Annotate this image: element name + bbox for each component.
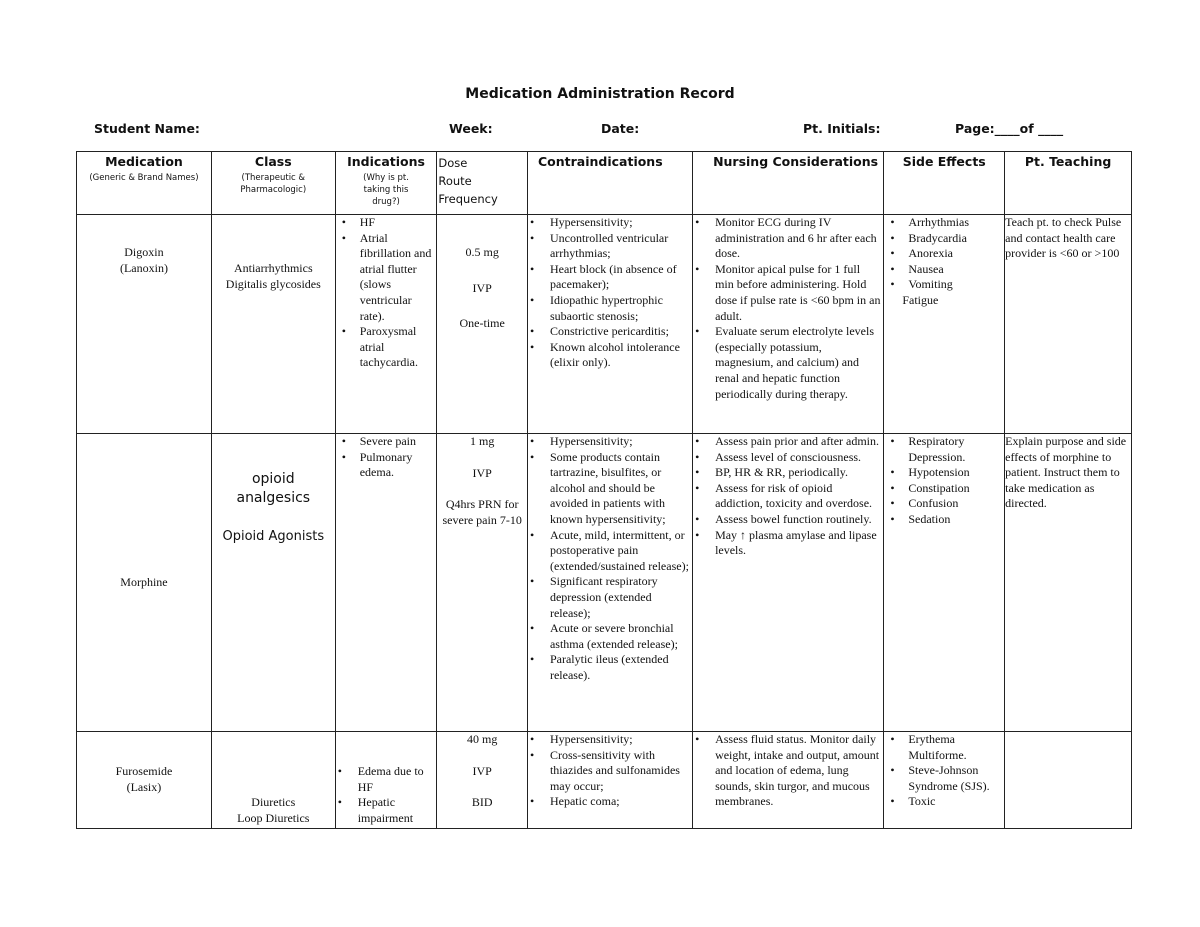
frequency-value: Q4hrs PRN for severe pain 7-10 [442,497,522,527]
list-item: • Uncontrolled ventricular arrhythmias; [528,231,692,262]
class-therapeutic: opioid analgesics [236,471,311,506]
class-pharmacologic: Digitalis glycosides [225,276,321,291]
list-item: • Sedation [884,512,1004,528]
list-item: • Severe pain [336,434,435,450]
week-label: Week: [449,121,493,136]
list-item: • Monitor apical pulse for 1 full min before administering. Hold dose if pulse rate is <60 bpm in an adult. [693,262,881,324]
list-item: • Assess bowel function routinely. [693,512,881,528]
col-medication [77,152,212,215]
class-therapeutic: Diuretics [251,795,296,809]
col-teaching-title: Pt. Teaching [1024,154,1112,169]
list-item: • Known alcohol intolerance (elixir only). [528,340,692,371]
list-item: • Constipation [884,481,1004,497]
list-item: • Hypotension [884,465,1004,481]
list-item: • Paralytic ileus (extended release). [528,652,692,683]
col-class-sub: (Therapeutic & Pharmacologic) [240,173,307,195]
indications-cell [335,215,437,434]
student-name-label: Student Name: [94,121,200,136]
class-cell [211,732,335,829]
indications-cell [335,434,437,732]
route-value: IVP [472,465,492,480]
col-side-effects [884,152,1005,215]
list-item: • Cross-sensitivity with thiazides and sulfonamides may occur; [528,748,692,795]
class-cell [211,434,335,732]
teaching-text: Teach pt. to check Pulse and contact health care provider is <60 or >100 [1005,215,1122,261]
table-row [77,732,1132,829]
frequency-value: One-time [459,316,505,331]
teaching-cell [1005,732,1132,829]
col-side-effects-title: Side Effects [902,154,986,169]
nursing-cell [693,434,884,732]
dose-cell [437,732,528,829]
dose-value: 0.5 mg [465,245,499,259]
list-item: • Monitor ECG during IV administration and 6 hr after each dose. [693,215,881,262]
indications-cell [335,732,437,829]
table-header-row [77,152,1132,215]
list-item: • Bradycardia [884,231,1004,247]
medication-brand: (Lanoxin) [119,260,168,275]
route-value: IVP [472,280,492,295]
list-item: • Some products contain tartrazine, bisulfites, or alcohol and should be avoided in patients with known hypersensitivity; [528,450,692,528]
list-item: • Atrial fibrillation and atrial flutter (slows ventricular rate). [336,231,435,325]
list-item: • Significant respiratory depression (extended release); [528,574,692,621]
list-item: • HF [336,215,435,231]
teaching-cell [1005,215,1132,434]
contraindications-cell [527,215,692,434]
medication-cell [77,732,212,829]
list-item: • Paroxysmal atrial tachycardia. [336,324,435,371]
table-row [77,215,1132,434]
list-item: • Assess for risk of opioid addiction, toxicity and overdose. [693,481,881,512]
list-item: • Vomiting [884,277,1004,293]
contraindications-cell [527,732,692,829]
list-item: • Assess level of consciousness. [693,450,881,466]
class-pharmacologic: Loop Diuretics [237,810,310,825]
col-medication-title: Medication [105,154,183,169]
list-item: • Respiratory Depression. [884,434,1004,465]
col-teaching [1005,152,1132,215]
side-effects-cell [884,732,1005,829]
medication-brand: (Lasix) [126,779,162,794]
table-row [77,434,1132,732]
teaching-text: Explain purpose and side effects of morphine to patient. Instruct them to take medication as directed. [1005,434,1127,511]
list-item: • Idiopathic hypertrophic subaortic stenosis; [528,293,692,324]
list-item: • Hypersensitivity; [528,215,692,231]
list-item: • Pulmonary edema. [336,450,435,481]
col-nursing-title: Nursing Considerations [713,154,879,169]
dose-cell [437,215,528,434]
list-item: • BP, HR & RR, periodically. [693,465,881,481]
pt-initials-label: Pt. Initials: [803,121,881,136]
date-label: Date: [601,121,640,136]
col-class-title: Class [254,154,292,169]
contraindications-cell [527,434,692,732]
col-route-title: Route [438,174,472,188]
list-item: • Edema due to HF [336,764,437,795]
class-therapeutic: Antiarrhythmics [233,261,313,275]
page-count-label: Page:____of ____ [955,121,1064,136]
page-title: Medication Administration Record [465,86,735,102]
class-pharmacologic: Opioid Agonists [222,529,325,544]
list-item: • Hepatic impairment [336,795,437,826]
list-item: • Acute or severe bronchial asthma (extended release); [528,621,692,652]
medication-cell [77,215,212,434]
col-nursing [693,152,884,215]
list-item: • Toxic [884,794,1004,810]
col-indications [335,152,437,215]
side-effects-cell [884,434,1005,732]
dose-value: 40 mg [467,732,498,746]
medication-table [76,151,1132,829]
list-item: • Hypersensitivity; [528,732,692,748]
route-value: IVP [472,763,492,778]
list-item: • Anorexia [884,246,1004,262]
col-indications-title: Indications [347,154,425,169]
list-item: • Acute, mild, intermittent, or postoperative pain (extended/sustained release); [528,528,692,575]
list-item: • May ↑ plasma amylase and lipase levels. [693,528,881,559]
col-indications-sub: (Why is pt. taking this drug?) [363,173,409,207]
col-medication-sub: (Generic & Brand Names) [89,173,199,183]
list-item: • Constrictive pericarditis; [528,324,692,340]
dose-cell [437,434,528,732]
side-effect-extra: Fatigue [902,292,939,307]
frequency-value: BID [471,795,493,810]
medication-generic: Furosemide [115,764,173,778]
col-frequency-title: Frequency [438,192,498,206]
col-dose-route-frequency [437,152,528,215]
nursing-cell [693,732,884,829]
col-class [211,152,335,215]
list-item: • Steve-Johnson Syndrome (SJS). [884,763,1004,794]
nursing-cell [693,215,884,434]
teaching-cell [1005,434,1132,732]
list-item: • Evaluate serum electrolyte levels (especially potassium, magnesium, and calcium) and renal and hepatic function periodically during therapy. [693,324,881,402]
list-item: • Heart block (in absence of pacemaker); [528,262,692,293]
list-item: • Nausea [884,262,1004,278]
col-contraindications-title: Contraindications [537,154,663,169]
medication-generic: Digoxin [124,245,164,259]
list-item: • Arrhythmias [884,215,1004,231]
dose-value: 1 mg [470,434,495,448]
class-cell [211,215,335,434]
col-dose-title: Dose [438,156,468,170]
list-item: • Assess pain prior and after admin. [693,434,881,450]
list-item: • Erythema Multiforme. [884,732,1004,763]
side-effects-cell [884,215,1005,434]
list-item: • Hypersensitivity; [528,434,692,450]
col-contraindications [527,152,692,215]
medication-generic: Morphine [120,574,168,589]
list-item: • Assess fluid status. Monitor daily weight, intake and output, amount and location of edema, lung sounds, skin turgor, and mucous membranes. [693,732,881,810]
medication-cell [77,434,212,732]
list-item: • Confusion [884,496,1004,512]
list-item: • Hepatic coma; [528,794,692,810]
